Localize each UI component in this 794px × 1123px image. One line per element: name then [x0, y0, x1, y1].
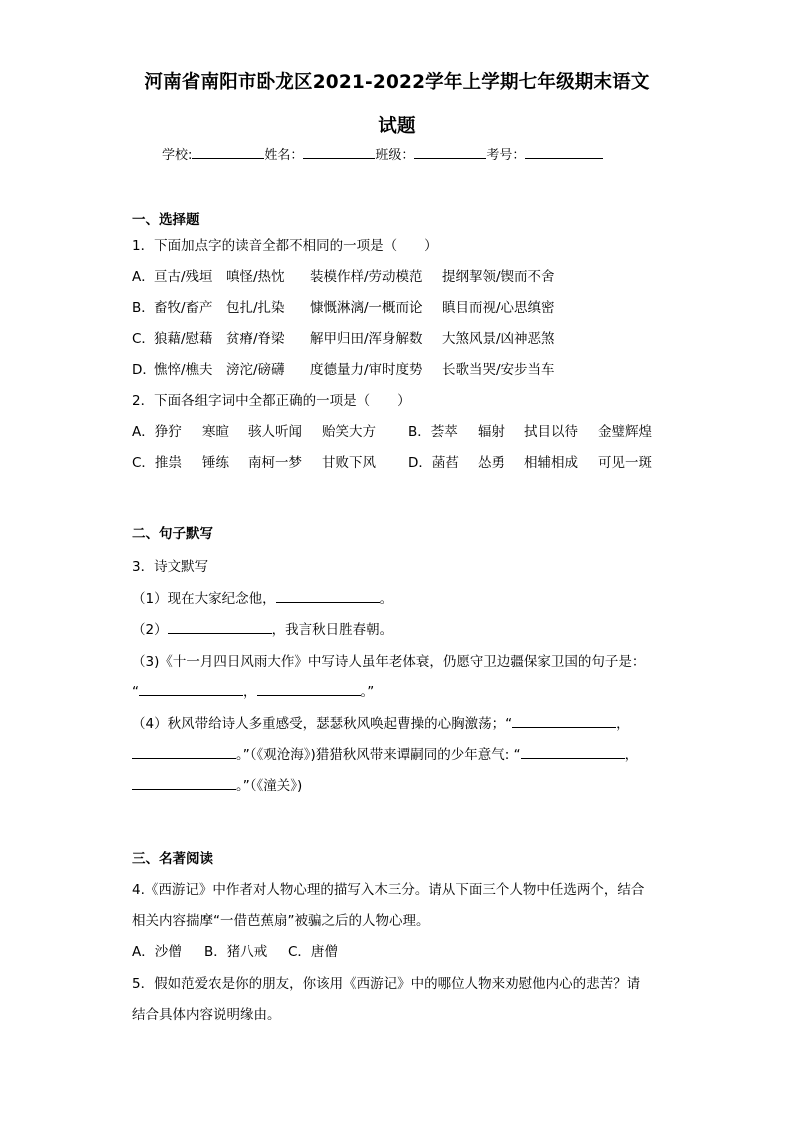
q1-option-a: A．亘古/残垣 嗔怪/热忱 装模作样/劳动模范 提纲挈领/锲而不舍 [132, 269, 555, 285]
answer-blank[interactable] [521, 745, 625, 759]
school-label: 学校: [162, 148, 193, 163]
answer-blank[interactable] [132, 776, 236, 790]
q3-line-3: （3)《十一月四日风雨大作》中写诗人虽年老体衰，仍愿守卫边疆保家卫国的句子是： [132, 654, 646, 670]
student-info-row [162, 144, 603, 163]
exam-title-line2: 试题 [378, 116, 416, 137]
question-5-line2: 结合具体内容说明缘由。 [132, 1007, 281, 1023]
q3-line-7: 。”（《潼关》) [132, 774, 302, 794]
question-1-stem: 1．下面加点字的读音全都不相同的一项是（ ） [132, 238, 438, 254]
exam-no-label: 考号： [486, 148, 526, 163]
q2-row-ab: A．狰狞 寒暄 骇人听闻 贻笑大方 B．荟萃 辐射 拭目以待 金璧辉煌 [132, 424, 652, 440]
section-heading-choice: 一、选择题 [132, 212, 200, 228]
q2-row-cd: C．推祟 锤练 南柯一梦 甘败下风 D．菡萏 怂勇 相辅相成 可见一斑 [132, 455, 652, 471]
section-heading-classics: 三、名著阅读 [132, 851, 213, 867]
class-blank [414, 146, 486, 159]
q1-option-c: C．狼藉/慰藉 贫瘠/脊梁 解甲归田/浑身解数 大煞风景/凶神恶煞 [132, 331, 555, 347]
question-2-stem: 2．下面各组字词中全都正确的一项是（ ） [132, 393, 411, 409]
question-5-line1: 5．假如范爱农是你的朋友，你该用《西游记》中的哪位人物来劝慰他内心的悲苦？请 [132, 976, 641, 992]
q1-option-d: D．憔悴/樵夫 滂沱/磅礴 度德量力/审时度势 长歌当哭/安步当车 [132, 362, 555, 378]
answer-blank[interactable] [168, 620, 272, 634]
exam-no-blank [525, 146, 603, 159]
school-blank [192, 146, 264, 159]
q3-line-6: 。”（《观沧海》)猎猎秋风带来谭嗣同的少年意气: “ ， [132, 743, 638, 763]
class-label: 班级： [375, 148, 415, 163]
q4-options: A．沙僧 B．猪八戒 C．唐僧 [132, 944, 338, 960]
question-3-stem: 3．诗文默写 [132, 559, 209, 575]
name-label: 姓名： [264, 148, 304, 163]
answer-blank[interactable] [132, 745, 236, 759]
q3-line-4: “ ， 。” [132, 684, 375, 700]
answer-blank[interactable] [139, 682, 243, 696]
question-4-line2: 相关内容揣摩“一借芭蕉扇”被骗之后的人物心理。 [132, 913, 430, 929]
q3-line-5: （4）秋风带给诗人多重感受，瑟瑟秋风唤起曹操的心胸激荡；“ ， [132, 716, 630, 732]
answer-blank[interactable] [257, 682, 361, 696]
q3-line-2: （2） ，我言秋日胜春朝。 [132, 622, 394, 638]
q1-option-b: B．畜牧/畜产 包扎/扎染 慷慨淋漓/一概而论 瞋目而视/心思缜密 [132, 300, 555, 316]
q3-line-1: （1）现在大家纪念他， 。 [132, 591, 394, 607]
question-4-line1: 4.《西游记》中作者对人物心理的描写入木三分。请从下面三个人物中任选两个，结合 [132, 882, 645, 898]
exam-title-line1: 河南省南阳市卧龙区2021-2022学年上学期七年级期末语文 [144, 72, 650, 93]
answer-blank[interactable] [512, 714, 616, 728]
name-blank [303, 146, 375, 159]
answer-blank[interactable] [276, 589, 380, 603]
section-heading-dictation: 二、句子默写 [132, 526, 213, 542]
